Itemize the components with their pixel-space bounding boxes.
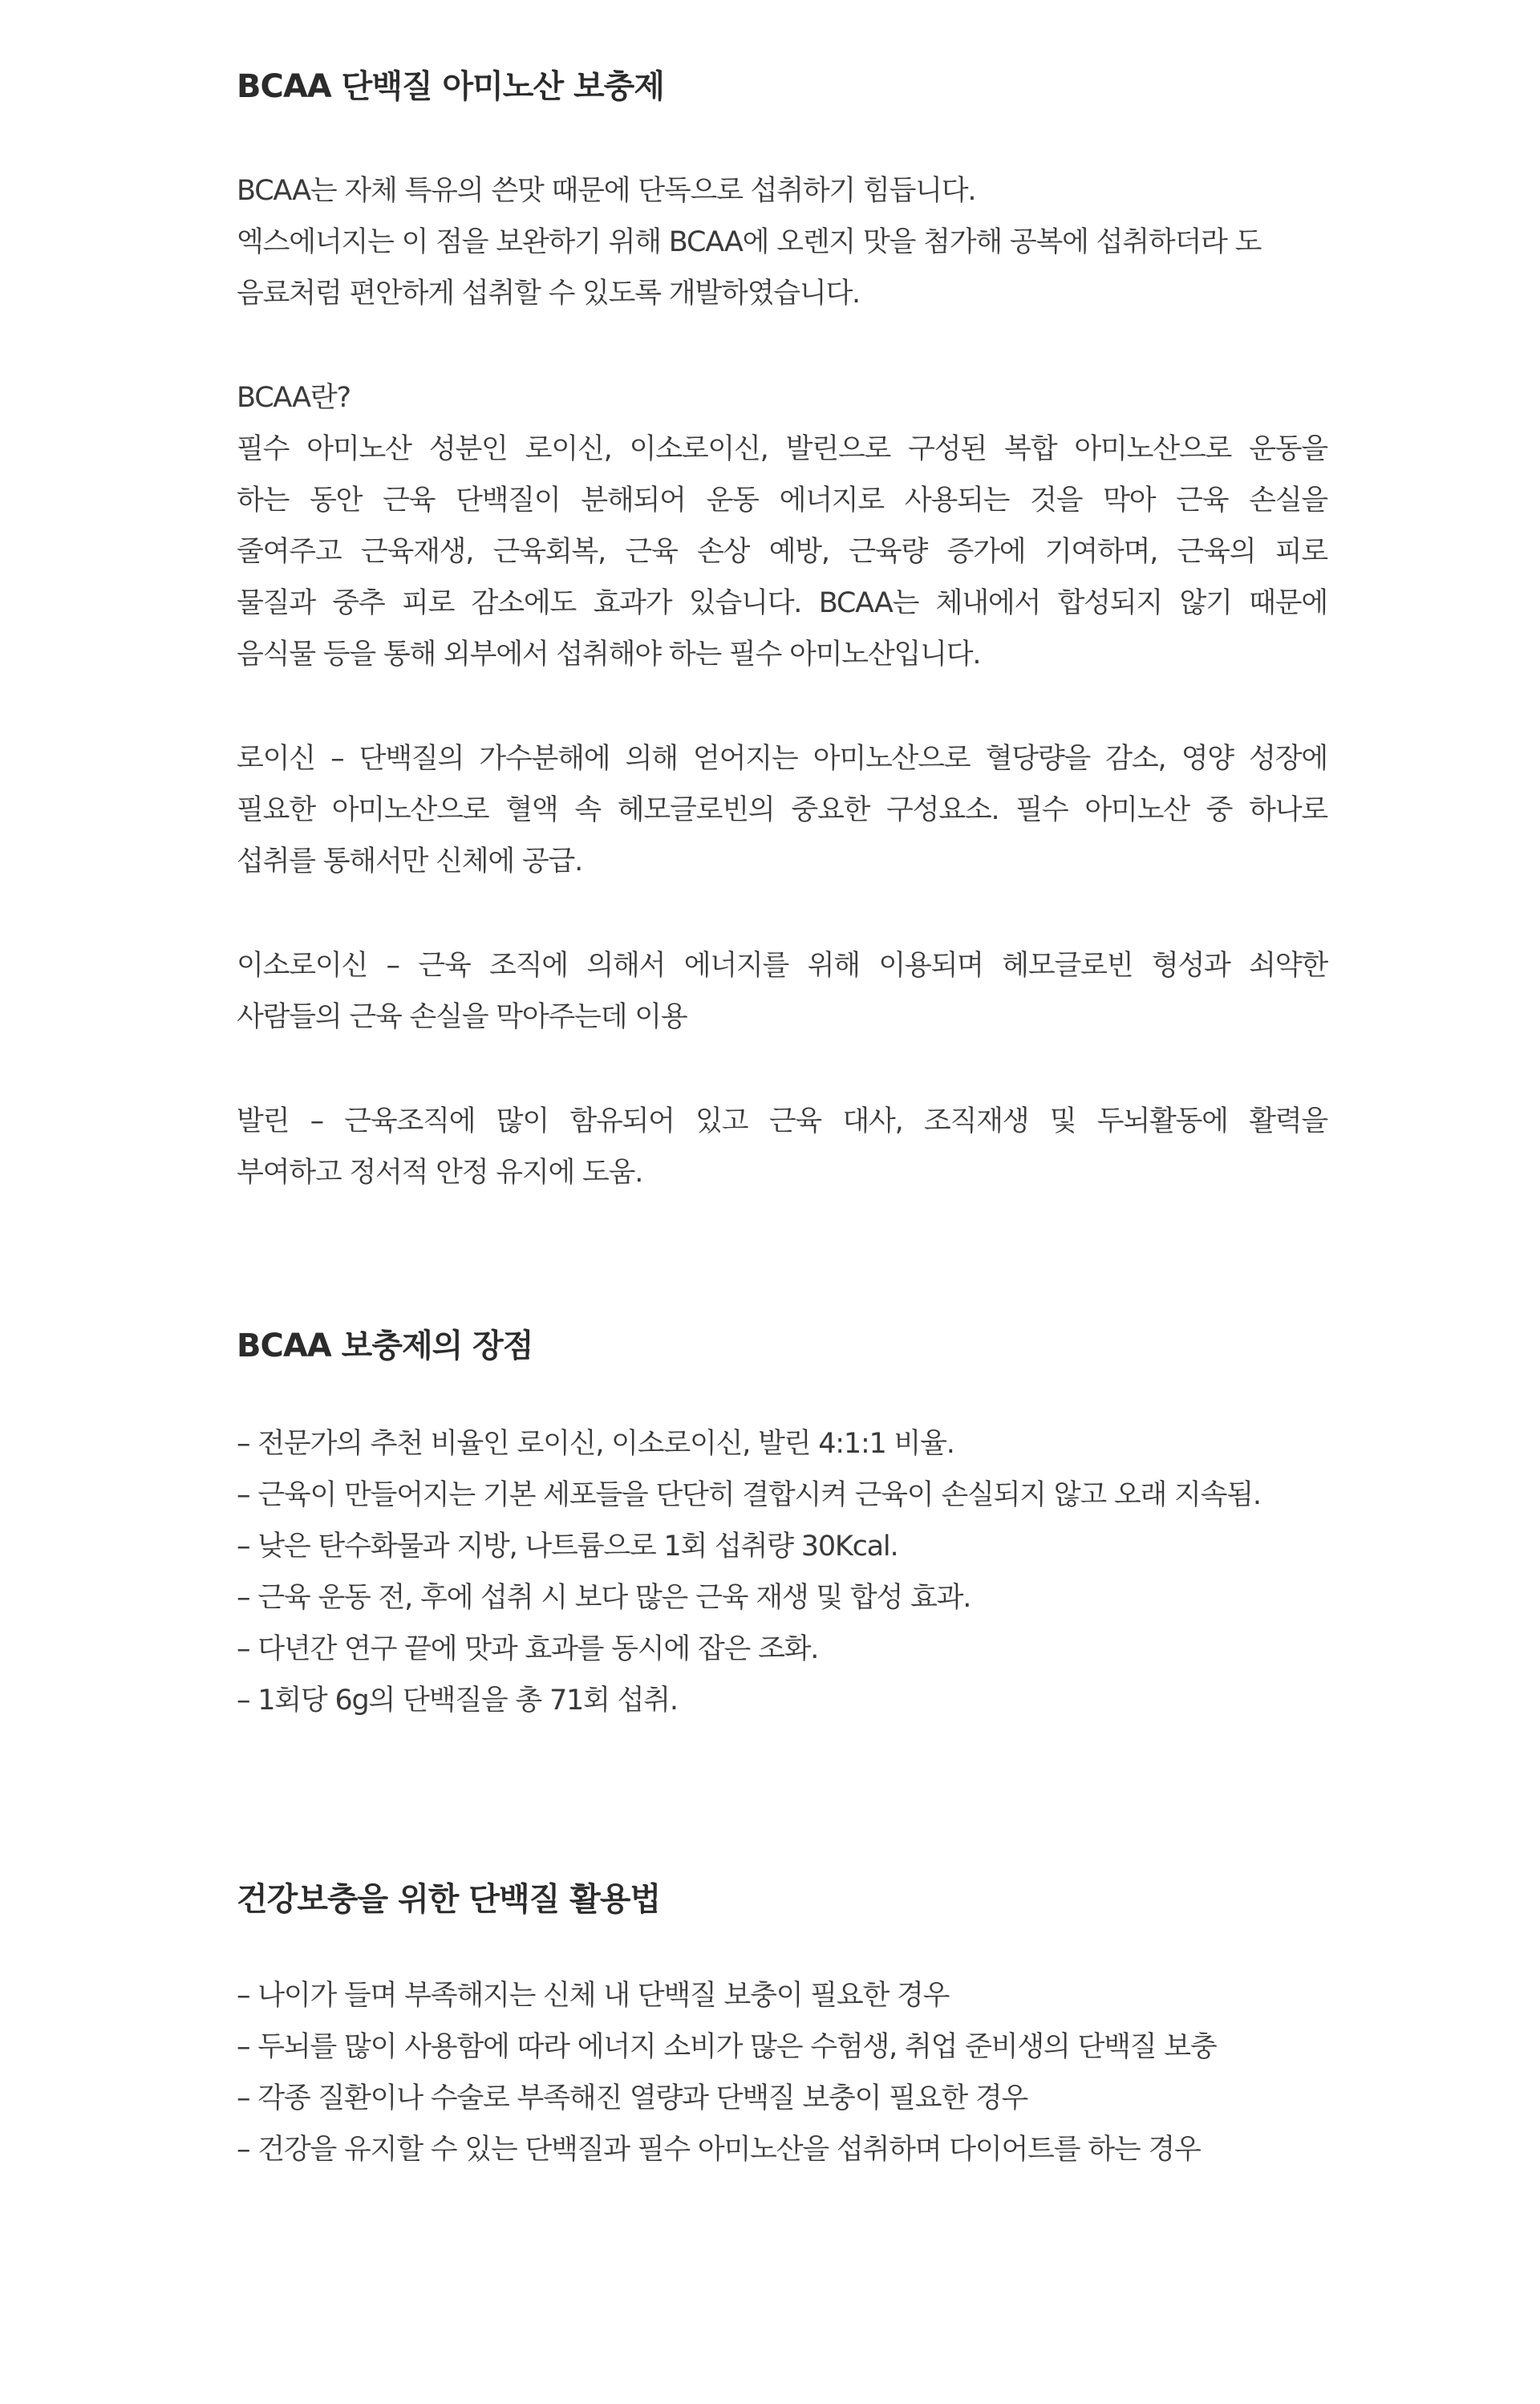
product-description (237, 63, 1327, 2175)
list-item: – 나이가 들며 부족해지는 신체 내 단백질 보충이 필요한 경우 (237, 1980, 950, 2012)
leucine-line: 섭취를 통해서만 신체에 공급. (237, 845, 583, 878)
list-item: – 전문가의 추천 비율인 로이신, 이소로이신, 발린 4:1:1 비율. (237, 1428, 954, 1460)
list-item: – 근육이 만들어지는 기본 세포들을 단단히 결합시켜 근육이 손실되지 않고 오래 지속됨. (237, 1479, 1261, 1511)
intro-line: 엑스에너지는 이 점을 보완하기 위해 BCAA에 오렌지 맛을 첨가해 공복에 섭취하더라 도 (237, 226, 1262, 258)
intro-line: BCAA는 자체 특유의 쓴맛 때문에 단독으로 섭취하기 힘듭니다. (237, 175, 976, 207)
list-item: – 근육 운동 전, 후에 섭취 시 보다 많은 근육 재생 및 합성 효과. (237, 1582, 971, 1614)
leucine-line: 로이신 – 단백질의 가수분해에 의해 얻어지는 아미노산으로 혈당량을 감소, 영양 성장에 (237, 743, 1327, 775)
intro-paragraph (237, 165, 1327, 319)
definition-line: 필수 아미노산 성분인 로이신, 이소로이신, 발린으로 구성된 복합 아미노산으로 운동을 (237, 433, 1327, 465)
intro-line: 음료처럼 편안하게 섭취할 수 있도록 개발하였습니다. (237, 278, 860, 310)
isoleucine-line: 사람들의 근육 손실을 막아주는데 이용 (237, 1001, 687, 1033)
bcaa-definition-paragraph (237, 372, 1327, 680)
definition-line: 음식물 등을 통해 외부에서 섭취해야 하는 필수 아미노산입니다. (237, 638, 981, 671)
valine-paragraph (237, 1096, 1327, 1198)
list-item: – 다년간 연구 끝에 맛과 효과를 동시에 잡은 조화. (237, 1633, 819, 1665)
definition-line: 하는 동안 근육 단백질이 분해되어 운동 에너지로 사용되는 것을 막아 근육 손실을 (237, 484, 1327, 517)
list-item: – 두뇌를 많이 사용함에 따라 에너지 소비가 많은 수험생, 취업 준비생의 단백질 보충 (237, 2031, 1217, 2063)
list-item: – 건강을 유지할 수 있는 단백질과 필수 아미노산을 섭취하며 다이어트를 하는 경우 (237, 2134, 1201, 2166)
section-title-usage: 건강보충을 위한 단백질 활용법 (237, 1881, 661, 1918)
list-item: – 각종 질환이나 수술로 부족해진 열량과 단백질 보충이 필요한 경우 (237, 2082, 1028, 2114)
valine-line: 부여하고 정서적 안정 유지에 도움. (237, 1157, 643, 1189)
list-item: – 1회당 6g의 단백질을 총 71회 섭취. (237, 1684, 678, 1717)
isoleucine-line: 이소로이신 – 근육 조직에 의해서 에너지를 위해 이용되며 헤모글로빈 형성과 쇠약한 (237, 950, 1327, 982)
valine-line: 발린 – 근육조직에 많이 함유되어 있고 근육 대사, 조직재생 및 두뇌활동에 활력을 (237, 1105, 1327, 1137)
leucine-line: 필요한 아미노산으로 혈액 속 헤모글로빈의 중요한 구성요소. 필수 아미노산 중 하나로 (237, 794, 1327, 826)
definition-line: 줄여주고 근육재생, 근육회복, 근육 손상 예방, 근육량 증가에 기여하며, 근육의 피로 (237, 536, 1327, 568)
definition-line: BCAA란? (237, 382, 351, 414)
definition-line: 물질과 중추 피로 감소에도 효과가 있습니다. BCAA는 체내에서 합성되지 않기 때문에 (237, 587, 1327, 619)
advantages-list (237, 1418, 1327, 1726)
usage-list (237, 1970, 1327, 2175)
list-item: – 낮은 탄수화물과 지방, 나트륨으로 1회 섭취량 30Kcal. (237, 1530, 898, 1563)
section-title-advantages: BCAA 보충제의 장점 (237, 1328, 533, 1364)
leucine-paragraph (237, 733, 1327, 887)
section-title-bcaa: BCAA 단백질 아미노산 보충제 (237, 68, 664, 105)
isoleucine-paragraph (237, 940, 1327, 1043)
